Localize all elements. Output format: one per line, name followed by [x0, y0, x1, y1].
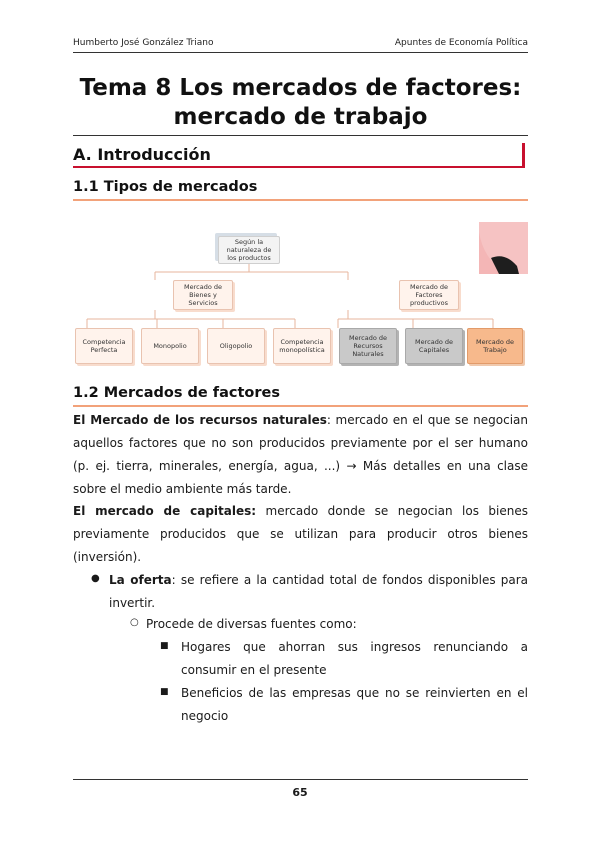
- footer-rule: [73, 779, 528, 780]
- leaf-7-line-1: Mercado de: [476, 338, 514, 346]
- oferta-text: : se refiere a la cantidad total de fondos disponibles para invertir.: [109, 573, 528, 610]
- paragraph-recursos-naturales: [73, 409, 528, 501]
- leaf-3-line-1: Oligopolio: [219, 342, 253, 350]
- paragraph-1-bold: El Mercado de los recursos naturales: [73, 413, 327, 427]
- page-title: [73, 74, 528, 132]
- branch-right-line-2: Factores: [415, 291, 443, 299]
- diagram-node-factores-productivos: [399, 280, 459, 310]
- subsection-underline-2: [73, 405, 528, 407]
- paragraph-2-text: mercado donde se negocian los bienes previamente producidos que se utilizan para producir otros bienes (inversión).: [73, 504, 529, 564]
- title-rule: [73, 135, 528, 136]
- root-line-1: Según la: [234, 238, 264, 246]
- diagram-leaf-competencia-perfecta: [75, 328, 133, 364]
- section-heading-a: A. Introducción: [73, 145, 211, 164]
- subsection-heading-1-2: 1.2 Mercados de factores: [73, 385, 281, 401]
- leaf-6-line-1: Mercado de: [415, 338, 453, 346]
- list-item-oferta: [109, 569, 528, 615]
- oferta-bold: La oferta: [109, 573, 172, 587]
- leaf-4-line-2: monopolística: [279, 346, 325, 354]
- list-item-beneficios: Beneficios de las empresas que no se reinvierten en el negocio: [181, 686, 528, 723]
- branch-left-line-1: Mercado de: [184, 283, 222, 291]
- title-line-1: Tema 8 Los mercados de factores:: [79, 75, 522, 101]
- diagram-leaf-capitales: [405, 328, 463, 364]
- market-types-diagram: [73, 222, 528, 372]
- diagram-leaf-oligopolio: [207, 328, 265, 364]
- leaf-1-line-2: Perfecta: [90, 346, 118, 354]
- branch-left-line-3: Servicios: [188, 299, 218, 307]
- leaf-6-line-2: Capitales: [418, 346, 450, 354]
- leaf-1-line-1: Competencia: [82, 338, 126, 346]
- header-course: Apuntes de Economía Política: [394, 38, 528, 48]
- header-author: Humberto José González Triano: [73, 38, 214, 48]
- leaf-4-line-1: Competencia: [280, 338, 324, 346]
- paragraph-capitales: [73, 500, 528, 569]
- section-heading-underline: [73, 166, 523, 168]
- page-number: 65: [292, 786, 308, 799]
- paragraph-1-text: : mercado en el que se negocian aquellos factores que no son producidos previamente por el ser humano (p. ej. tierra, minerales, energía, agua, ...) → Más detalles en una clase sobre el medio ambiente más tarde.: [73, 413, 528, 496]
- leaf-5-line-1: Mercado de: [349, 334, 387, 342]
- diagram-leaf-recursos-naturales: [339, 328, 397, 364]
- leaf-5-line-3: Naturales: [352, 350, 384, 358]
- list-item-fuentes: Procede de diversas fuentes como:: [146, 617, 357, 631]
- leaf-2-line-1: Monopolio: [153, 342, 187, 350]
- bullet-dot-icon: ●: [91, 573, 100, 584]
- bullet-circle-icon: ○: [130, 617, 139, 628]
- leaf-7-line-2: Trabajo: [483, 346, 507, 354]
- branch-right-line-1: Mercado de: [410, 283, 448, 291]
- section-heading-side-bar: [522, 143, 525, 168]
- leaf-5-line-2: Recursos: [353, 342, 383, 350]
- diagram-node-bienes-servicios: [173, 280, 233, 310]
- header-rule: [73, 52, 528, 53]
- list-item-hogares: Hogares que ahorran sus ingresos renunciando a consumir en el presente: [181, 640, 528, 677]
- diagram-root-node: [218, 236, 280, 264]
- paragraph-2-bold: El mercado de capitales:: [73, 504, 257, 518]
- bullet-square-icon-2: ■: [160, 687, 169, 697]
- root-line-3: los productos: [227, 254, 271, 262]
- subsection-underline: [73, 199, 528, 201]
- diagram-leaf-trabajo: [467, 328, 523, 364]
- title-line-2: mercado de trabajo: [173, 104, 428, 130]
- subsection-heading-1-1: 1.1 Tipos de mercados: [73, 179, 258, 195]
- diagram-leaf-monopolio: [141, 328, 199, 364]
- root-line-2: naturaleza de: [226, 246, 272, 254]
- branch-left-line-2: Bienes y: [189, 291, 217, 299]
- branch-right-line-3: productivos: [409, 299, 449, 307]
- bullet-square-icon: ■: [160, 641, 169, 651]
- diagram-leaf-competencia-monopolistica: [273, 328, 331, 364]
